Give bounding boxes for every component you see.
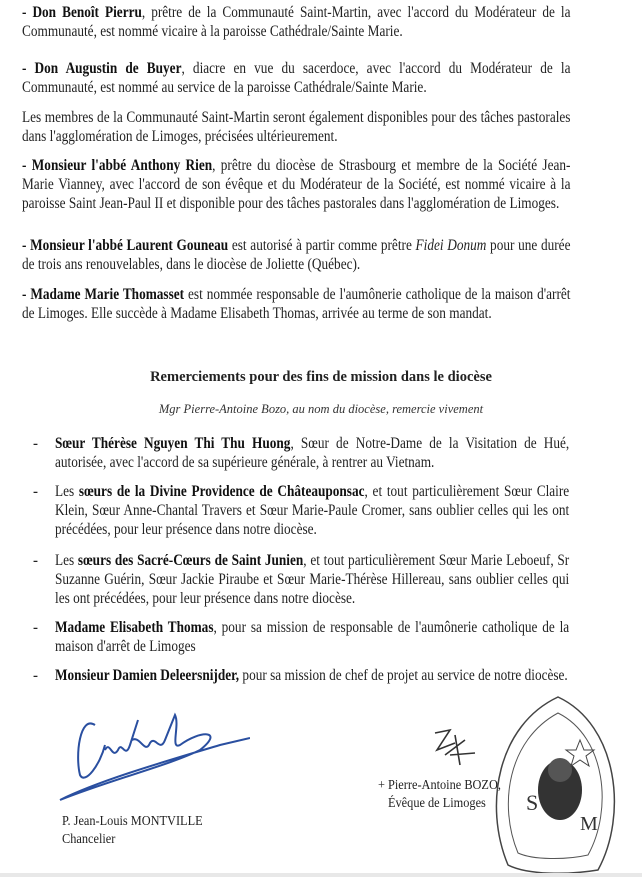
chancellor-signature [50,705,250,805]
paragraph-anthony-rien: - Monsieur l'abbé Anthony Rien, prêtre du diocèse de Strasbourg et membre de la Société Jean-Marie Vianney, avec l'accord de son évêque et du Modérateur de la Société, est nommé vicaire à la paroisse Saint Jean-Paul II et disponible pour des tâches pastorales dans l'agglomération de Limoges. [22,157,571,213]
person-name: Don Augustin de Buyer [34,60,182,77]
paragraph-laurent-gouneau: - Monsieur l'abbé Laurent Gouneau est autorisé à partir comme prêtre Fidei Donum pour une durée de trois ans renouvelables, dans le diocèse de Joliette (Québec). [22,237,571,274]
bullet-sacres-coeurs: Les sœurs des Sacré-Cœurs de Saint Junien, et tout particulièrement Sœur Marie Leboeuf, Sr Suzanne Guérin, Sœur Jackie Piraube et Sœur Marie-Thérèse Hillereau, sans oublier celles qui les ont précédées, pour leur présence dans notre diocèse. [55,552,570,608]
svg-text:M: M [580,813,598,835]
paragraph-communaute-saint-martin: Les membres de la Communauté Saint-Martin seront également disponibles pour des tâches pastorales dans l'agglomération de Limoges, précisées ultérieurement. [22,109,571,146]
bullet-dash: - [33,620,38,636]
paragraph-marie-thomasset: - Madame Marie Thomasset est nommée responsable de l'aumônerie catholique de la maison d'arrêt de Limoges. Elle succède à Madame Elisabeth Thomas, arrivée au terme de son mandat. [22,286,571,323]
bishop-title: Évêque de Limoges [388,796,486,811]
bullet-damien-deleersnijder: Monsieur Damien Deleersnijder, pour sa mission de chef de projet au service de notre diocèse. [55,667,568,684]
bullet-therese-nguyen: Sœur Thérèse Nguyen Thi Thu Huong, Sœur de Notre-Dame de la Visitation de Hué, autorisée, avec l'accord de sa supérieure générale, à rentrer au Vietnam. [55,435,570,472]
person-name: Madame Marie Thomasset [30,286,185,303]
bullet-dash: - [33,436,38,452]
bullet-dash: - [33,553,38,569]
bishop-name: + Pierre-Antoine BOZO, [378,778,501,793]
paragraph-augustin-de-buyer: - Don Augustin de Buyer, diacre en vue du sacerdoce, avec l'accord du Modérateur de la Communauté, est nommé au service de la paroisse Cathédrale/Sainte Marie. [22,60,571,97]
bullet-dash: - [33,484,38,500]
bishop-signature [425,725,485,770]
svg-text:S: S [526,790,539,815]
chancellor-title: Chancelier [62,832,116,847]
page-bottom-edge [0,873,642,877]
bullet-dash: - [33,668,38,684]
person-name: Monsieur l'abbé Laurent Gouneau [30,237,229,254]
section-heading: Remerciements pour des fins de mission dans le diocèse [150,369,492,385]
person-name: Don Benoît Pierru [32,4,142,21]
section-subtitle: Mgr Pierre-Antoine Bozo, au nom du diocèse, remercie vivement [158,402,484,416]
episcopal-seal [488,695,628,875]
bullet-divine-providence: Les sœurs de la Divine Providence de Châteauponsac, et tout particulièrement Sœur Claire Klein, Sœur Anne-Chantal Travers et Sœur Marie-Paule Cromer, sans oublier celles qui les ont précédées, pour leur présence dans notre diocèse. [55,483,570,539]
person-name: Monsieur l'abbé Anthony Rien [31,157,213,174]
bullet-elisabeth-thomas: Madame Elisabeth Thomas, pour sa mission de responsable de l'aumônerie catholique de la maison d'arrêt de Limoges [55,619,570,656]
paragraph-benoit-pierru: - Don Benoît Pierru, prêtre de la Communauté Saint-Martin, avec l'accord du Modérateur de la Communauté, est nommé vicaire à la paroisse Cathédrale/Sainte Marie. [22,4,571,41]
chancellor-name: P. Jean-Louis MONTVILLE [62,814,203,829]
